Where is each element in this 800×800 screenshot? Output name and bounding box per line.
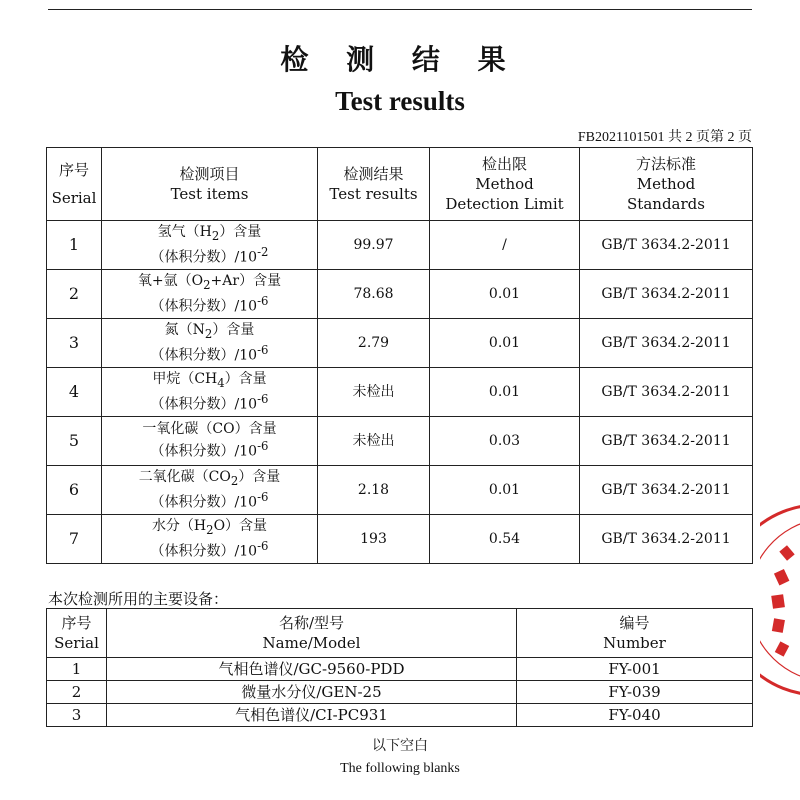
test-item-name [102, 420, 317, 439]
equipment-name-model: 气相色谱仪/CI-PC931 [107, 704, 517, 727]
test-item-name-pre: 甲烷（CH [152, 370, 218, 387]
equipment-header-number-cn: 编号 [619, 613, 650, 632]
header-test-items-en: Test items [170, 185, 249, 203]
equipment-name-model: 微量水分仪/GEN-25 [107, 681, 517, 704]
test-item-name [102, 517, 317, 539]
header-detection-limit-en2: Detection Limit [445, 195, 564, 214]
test-item-unit [102, 343, 317, 366]
row-detection-limit: 0.03 [430, 417, 580, 466]
row-serial: 1 [47, 221, 102, 270]
row-serial: 2 [47, 270, 102, 319]
header-detection-limit-cn: 检出限 [481, 154, 527, 173]
red-seal-stamp [760, 495, 800, 705]
row-detection-limit: / [430, 221, 580, 270]
test-item-subscript: 2 [230, 473, 239, 488]
test-item-name-pre: 水分（H [151, 517, 207, 534]
test-item-name-post: ）含量 [219, 223, 262, 240]
test-item-unit [102, 439, 317, 462]
equipment-header-number [517, 609, 753, 658]
test-item-unit-text: （体积分数）/10 [150, 396, 258, 413]
row-method-standard: GB/T 3634.2-2011 [580, 319, 753, 368]
test-item-subscript: 2 [204, 326, 213, 341]
test-item-unit-exponent: -6 [257, 342, 269, 357]
row-test-item [102, 466, 318, 515]
results-body [47, 221, 753, 564]
test-item-name-pre: 氧+氩（O [137, 272, 204, 289]
row-method-standard: GB/T 3634.2-2011 [580, 221, 753, 270]
results-header-row [47, 148, 753, 221]
row-result: 193 [318, 515, 430, 564]
header-test-items-cn: 检测项目 [179, 164, 240, 183]
equipment-header-name-cn: 名称/型号 [278, 613, 345, 632]
row-method-standard: GB/T 3634.2-2011 [580, 466, 753, 515]
header-method-standards-en1: Method [636, 174, 696, 193]
equipment-body [47, 658, 753, 727]
row-test-item [102, 270, 318, 319]
following-blanks-en: The following blanks [340, 761, 460, 776]
test-item-unit [102, 245, 317, 268]
row-detection-limit: 0.01 [430, 466, 580, 515]
results-row [47, 319, 753, 368]
header-method-standards-en2: Standards [627, 195, 705, 214]
row-detection-limit: 0.54 [430, 515, 580, 564]
results-row [47, 368, 753, 417]
test-item-unit-text: （体积分数）/10 [150, 443, 258, 460]
row-method-standard: GB/T 3634.2-2011 [580, 270, 753, 319]
test-item-unit-exponent: -2 [257, 244, 269, 259]
equipment-serial: 2 [47, 681, 107, 704]
test-item-unit-text: （体积分数）/10 [150, 543, 258, 560]
row-test-item [102, 417, 318, 466]
header-detection-limit [430, 148, 580, 221]
equipment-name-model: 气相色谱仪/GC-9560-PDD [107, 658, 517, 681]
report-id: FB2021101501 共 2 页第 2 页 [577, 130, 752, 145]
equipment-label: 本次检测所用的主要设备： [48, 590, 229, 608]
equipment-number: FY-001 [517, 658, 753, 681]
equipment-row [47, 658, 753, 681]
row-method-standard: GB/T 3634.2-2011 [580, 417, 753, 466]
header-method-standards [580, 148, 753, 221]
test-item-unit-text: （体积分数）/10 [150, 494, 258, 511]
row-result: 99.97 [318, 221, 430, 270]
test-item-name [102, 468, 317, 490]
row-serial: 7 [47, 515, 102, 564]
equipment-number: FY-039 [517, 681, 753, 704]
test-item-name-pre: 氢气（H [157, 223, 212, 240]
row-test-item [102, 221, 318, 270]
header-detection-limit-en1: Method [475, 174, 534, 193]
test-item-unit-exponent: -6 [257, 391, 269, 406]
equipment-number: FY-040 [517, 704, 753, 727]
row-serial: 6 [47, 466, 102, 515]
test-item-name-pre: 一氧化碳（CO）含量 [142, 421, 277, 438]
results-table [46, 147, 753, 564]
header-test-results [318, 148, 430, 221]
page-title-english: Test results [335, 86, 465, 116]
header-test-results-en: Test results [329, 185, 418, 203]
row-test-item [102, 515, 318, 564]
test-item-name [102, 223, 317, 245]
equipment-header-name-en: Name/Model [262, 634, 361, 652]
test-item-name-post: ）含量 [212, 321, 255, 338]
results-row [47, 466, 753, 515]
test-item-name [102, 321, 317, 343]
row-result: 2.79 [318, 319, 430, 368]
row-serial: 4 [47, 368, 102, 417]
test-item-name [102, 272, 317, 294]
row-detection-limit: 0.01 [430, 319, 580, 368]
test-item-unit-exponent: -6 [257, 489, 269, 504]
page-title-chinese: 检 测 结 果 [280, 43, 520, 76]
test-item-name-post: O）含量 [213, 517, 268, 534]
header-serial-cn: 序号 [58, 160, 89, 179]
test-item-name-pre: 氮（N [164, 321, 205, 338]
row-method-standard: GB/T 3634.2-2011 [580, 368, 753, 417]
test-item-name-post: +Ar）含量 [210, 272, 282, 289]
equipment-row [47, 681, 753, 704]
seal-lettering [771, 545, 794, 656]
header-test-items [102, 148, 318, 221]
test-item-unit [102, 392, 317, 415]
test-item-name-pre: 二氧化碳（CO [138, 468, 231, 485]
top-rule [48, 9, 752, 10]
row-serial: 3 [47, 319, 102, 368]
test-item-subscript: 4 [217, 375, 225, 390]
header-test-results-cn: 检测结果 [343, 164, 404, 183]
row-detection-limit: 0.01 [430, 270, 580, 319]
equipment-header-serial [47, 609, 107, 658]
results-row [47, 417, 753, 466]
row-test-item [102, 319, 318, 368]
test-item-subscript: 2 [206, 522, 214, 537]
test-item-unit-text: （体积分数）/10 [150, 298, 258, 315]
test-item-unit-exponent: -6 [257, 538, 269, 553]
following-blanks-cn: 以下空白 [372, 738, 428, 754]
row-detection-limit: 0.01 [430, 368, 580, 417]
test-item-unit-text: （体积分数）/10 [150, 249, 258, 266]
equipment-header-number-en: Number [603, 634, 666, 652]
test-item-name [102, 370, 317, 392]
test-item-unit [102, 294, 317, 317]
row-result: 2.18 [318, 466, 430, 515]
equipment-table [46, 608, 753, 727]
header-method-standards-cn: 方法标准 [635, 154, 696, 173]
row-result: 78.68 [318, 270, 430, 319]
results-row [47, 270, 753, 319]
test-item-subscript: 2 [211, 228, 220, 243]
header-serial-en: Serial [51, 189, 97, 207]
test-item-name-post: ）含量 [224, 370, 267, 387]
results-row [47, 515, 753, 564]
test-item-name-post: ）含量 [238, 468, 281, 485]
row-method-standard: GB/T 3634.2-2011 [580, 515, 753, 564]
equipment-header-serial-cn: 序号 [61, 613, 92, 632]
test-item-unit-exponent: -6 [257, 439, 269, 454]
test-item-unit [102, 539, 317, 562]
header-serial [47, 148, 102, 221]
row-result: 未检出 [318, 368, 430, 417]
equipment-serial: 3 [47, 704, 107, 727]
row-serial: 5 [47, 417, 102, 466]
test-item-unit [102, 490, 317, 513]
test-item-unit-exponent: -6 [257, 293, 269, 308]
row-result: 未检出 [318, 417, 430, 466]
equipment-row [47, 704, 753, 727]
equipment-header-name [107, 609, 517, 658]
test-item-subscript: 2 [203, 277, 211, 292]
equipment-header-serial-en: Serial [54, 634, 99, 652]
test-item-unit-text: （体积分数）/10 [150, 347, 258, 364]
equipment-serial: 1 [47, 658, 107, 681]
results-row [47, 221, 753, 270]
row-test-item [102, 368, 318, 417]
equipment-header-row [47, 609, 753, 658]
